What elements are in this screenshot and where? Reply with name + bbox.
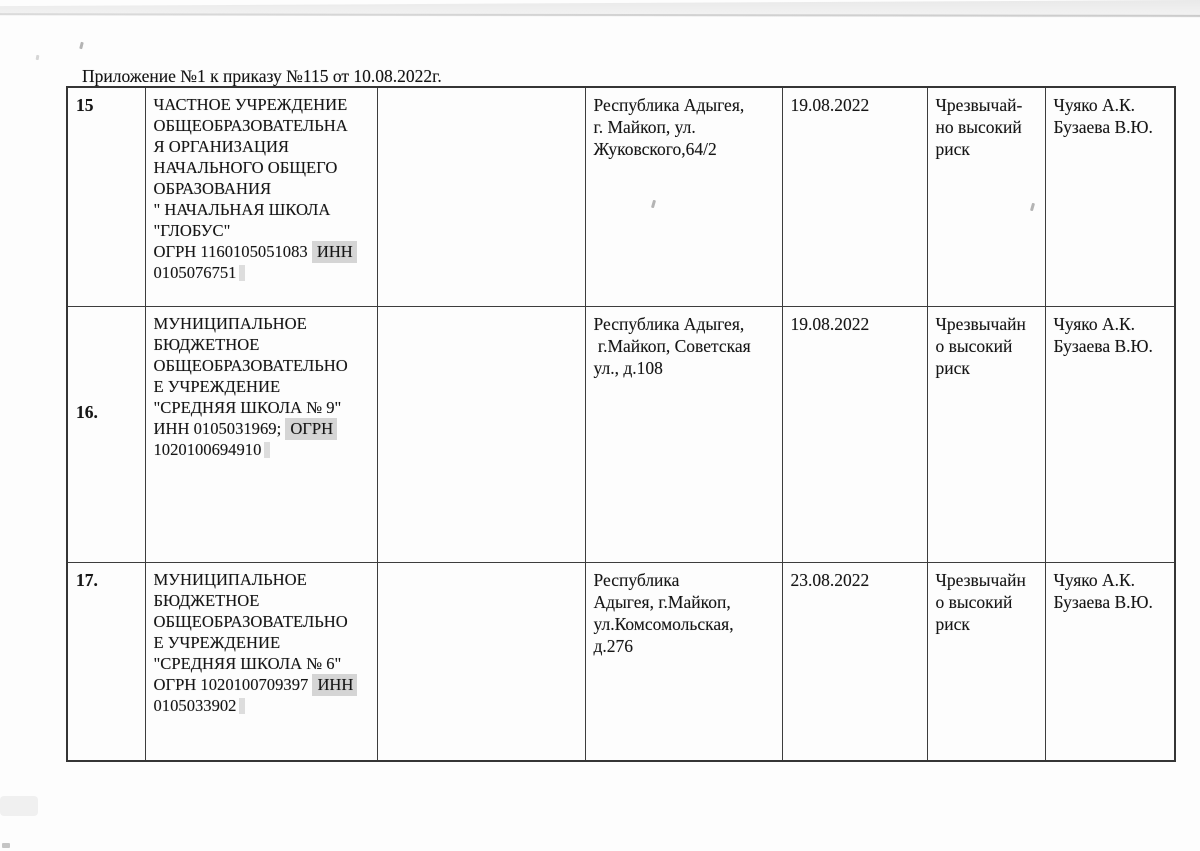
risk-line: риск (935, 613, 970, 634)
address (594, 313, 776, 379)
risk-line: о высокий (935, 335, 1013, 356)
empty-cell (377, 87, 585, 306)
highlight-tick (239, 265, 245, 281)
org-name-line: БЮДЖЕТНОЕ (153, 334, 260, 354)
person-line: Чуяко А.К. (1053, 569, 1136, 590)
address-cell (585, 562, 782, 761)
persons-cell (1045, 87, 1175, 306)
reg-number-text: 0105033902 (153, 695, 237, 715)
organization-name (154, 313, 371, 418)
inspection-table (66, 86, 1176, 762)
address-line: ул., д.108 (593, 357, 663, 378)
org-name-line: "СРЕДНЯЯ ШКОЛА № 6" (153, 653, 342, 673)
reg-number-text: 0105076751 (153, 263, 237, 282)
date-cell (782, 562, 927, 761)
address (594, 94, 776, 160)
org-name-line: Е УЧРЕЖДЕНИЕ (153, 376, 281, 396)
address (594, 569, 776, 657)
address-cell (585, 87, 782, 306)
responsible-persons (1054, 569, 1169, 613)
registration-line (154, 418, 371, 439)
empty-cell (377, 306, 585, 562)
address-line: ул.Комсомольская, (593, 613, 734, 634)
scan-speck (2, 843, 10, 848)
date-cell (782, 87, 927, 306)
scan-artifact-bottom-left (0, 796, 38, 816)
date-cell (782, 306, 927, 562)
org-name-line: "СРЕДНЯЯ ШКОЛА № 9" (153, 397, 342, 417)
address-line: Республика (593, 569, 680, 590)
row-number-text: 17. (76, 569, 98, 590)
risk-line: но высокий (935, 117, 1022, 137)
person-line: Чуяко А.К. (1053, 313, 1136, 334)
inn-text: ИНН 0105031969; (153, 418, 286, 438)
registration-line (154, 241, 371, 262)
scan-speck (79, 42, 84, 50)
scan-speck (36, 55, 40, 60)
ogrn-highlight: ОГРН (285, 418, 337, 440)
scan-artifact-top-band (0, 0, 1200, 22)
risk-line: Чрезвычайн (935, 569, 1026, 590)
address-line: д.276 (593, 635, 634, 656)
responsible-persons (1054, 313, 1169, 357)
address-line: г. Майкоп, ул. (593, 117, 696, 137)
address-line: Республика Адыгея, (593, 95, 745, 115)
org-name-line: ОБЩЕОБРАЗОВАТЕЛЬНО (153, 611, 348, 631)
organization-cell (145, 562, 377, 761)
org-name-line: Е УЧРЕЖДЕНИЕ (153, 632, 281, 652)
reg-number-text: 1020100694910 (153, 439, 262, 459)
organization-name (154, 569, 371, 674)
inn-highlight: ИНН (312, 241, 357, 263)
appendix-caption: Приложение №1 к приказу №115 от 10.08.2022г. (82, 66, 442, 86)
check-date: 19.08.2022 (790, 313, 870, 334)
persons-cell (1045, 306, 1175, 562)
org-name-line: НАЧАЛЬНОГО ОБЩЕГО (153, 158, 338, 177)
address-line: Адыгея, г.Майкоп, (593, 591, 731, 612)
risk-line: Чрезвычайн (935, 313, 1026, 334)
table-row (67, 562, 1175, 761)
address-line: Республика Адыгея, (593, 313, 745, 334)
org-name-line: ОБРАЗОВАНИЯ (153, 179, 272, 198)
person-line: Бузаева В.Ю. (1053, 335, 1153, 356)
person-line: Бузаева В.Ю. (1053, 117, 1153, 137)
org-name-line: ОБЩЕОБРАЗОВАТЕЛЬНО (153, 355, 348, 375)
table-row (67, 306, 1175, 562)
registration-line (154, 674, 371, 695)
responsible-persons (1054, 94, 1169, 138)
check-date: 23.08.2022 (790, 569, 870, 590)
address-line: Жуковского,64/2 (593, 139, 717, 159)
org-name-line: "ГЛОБУС" (153, 221, 231, 240)
org-name-line: ОБЩЕОБРАЗОВАТЕЛЬНА (153, 116, 348, 135)
risk-line: Чрезвычай- (935, 95, 1023, 115)
ogrn-text: ОГРН 1160105051083 (153, 242, 312, 261)
risk-cell (927, 306, 1045, 562)
organization-cell (145, 87, 377, 306)
risk-category (936, 313, 1039, 379)
highlight-tick (239, 698, 245, 714)
highlight-tick (264, 442, 270, 458)
org-name-line: ЧАСТНОЕ УЧРЕЖДЕНИЕ (153, 95, 348, 114)
risk-line: риск (935, 139, 970, 159)
row-number (67, 87, 145, 306)
org-name-line: МУНИЦИПАЛЬНОЕ (153, 313, 307, 333)
row-number (67, 306, 145, 562)
row-number (67, 562, 145, 761)
check-date: 19.08.2022 (790, 95, 870, 115)
registration-number-line (154, 262, 371, 283)
address-line: г.Майкоп, Советская (593, 335, 751, 356)
risk-cell (927, 562, 1045, 761)
org-name-line: МУНИЦИПАЛЬНОЕ (153, 569, 307, 589)
registration-number-line (154, 695, 371, 716)
row-number-text: 15 (76, 95, 94, 115)
risk-category (936, 569, 1039, 635)
table-row (67, 87, 1175, 306)
organization-cell (145, 306, 377, 562)
row-number-text: 16. (76, 401, 98, 422)
risk-line: риск (935, 357, 970, 378)
person-line: Бузаева В.Ю. (1053, 591, 1153, 612)
registration-number-line (154, 439, 371, 460)
organization-name (154, 94, 371, 241)
address-cell (585, 306, 782, 562)
ogrn-text: ОГРН 1020100709397 (153, 674, 313, 694)
persons-cell (1045, 562, 1175, 761)
risk-cell (927, 87, 1045, 306)
org-name-line: Я ОРГАНИЗАЦИЯ (153, 137, 289, 156)
person-line: Чуяко А.К. (1053, 95, 1136, 115)
org-name-line: " НАЧАЛЬНАЯ ШКОЛА (153, 200, 331, 219)
inn-highlight: ИНН (312, 674, 357, 696)
risk-category (936, 94, 1039, 160)
org-name-line: БЮДЖЕТНОЕ (153, 590, 260, 610)
risk-line: о высокий (935, 591, 1013, 612)
empty-cell (377, 562, 585, 761)
